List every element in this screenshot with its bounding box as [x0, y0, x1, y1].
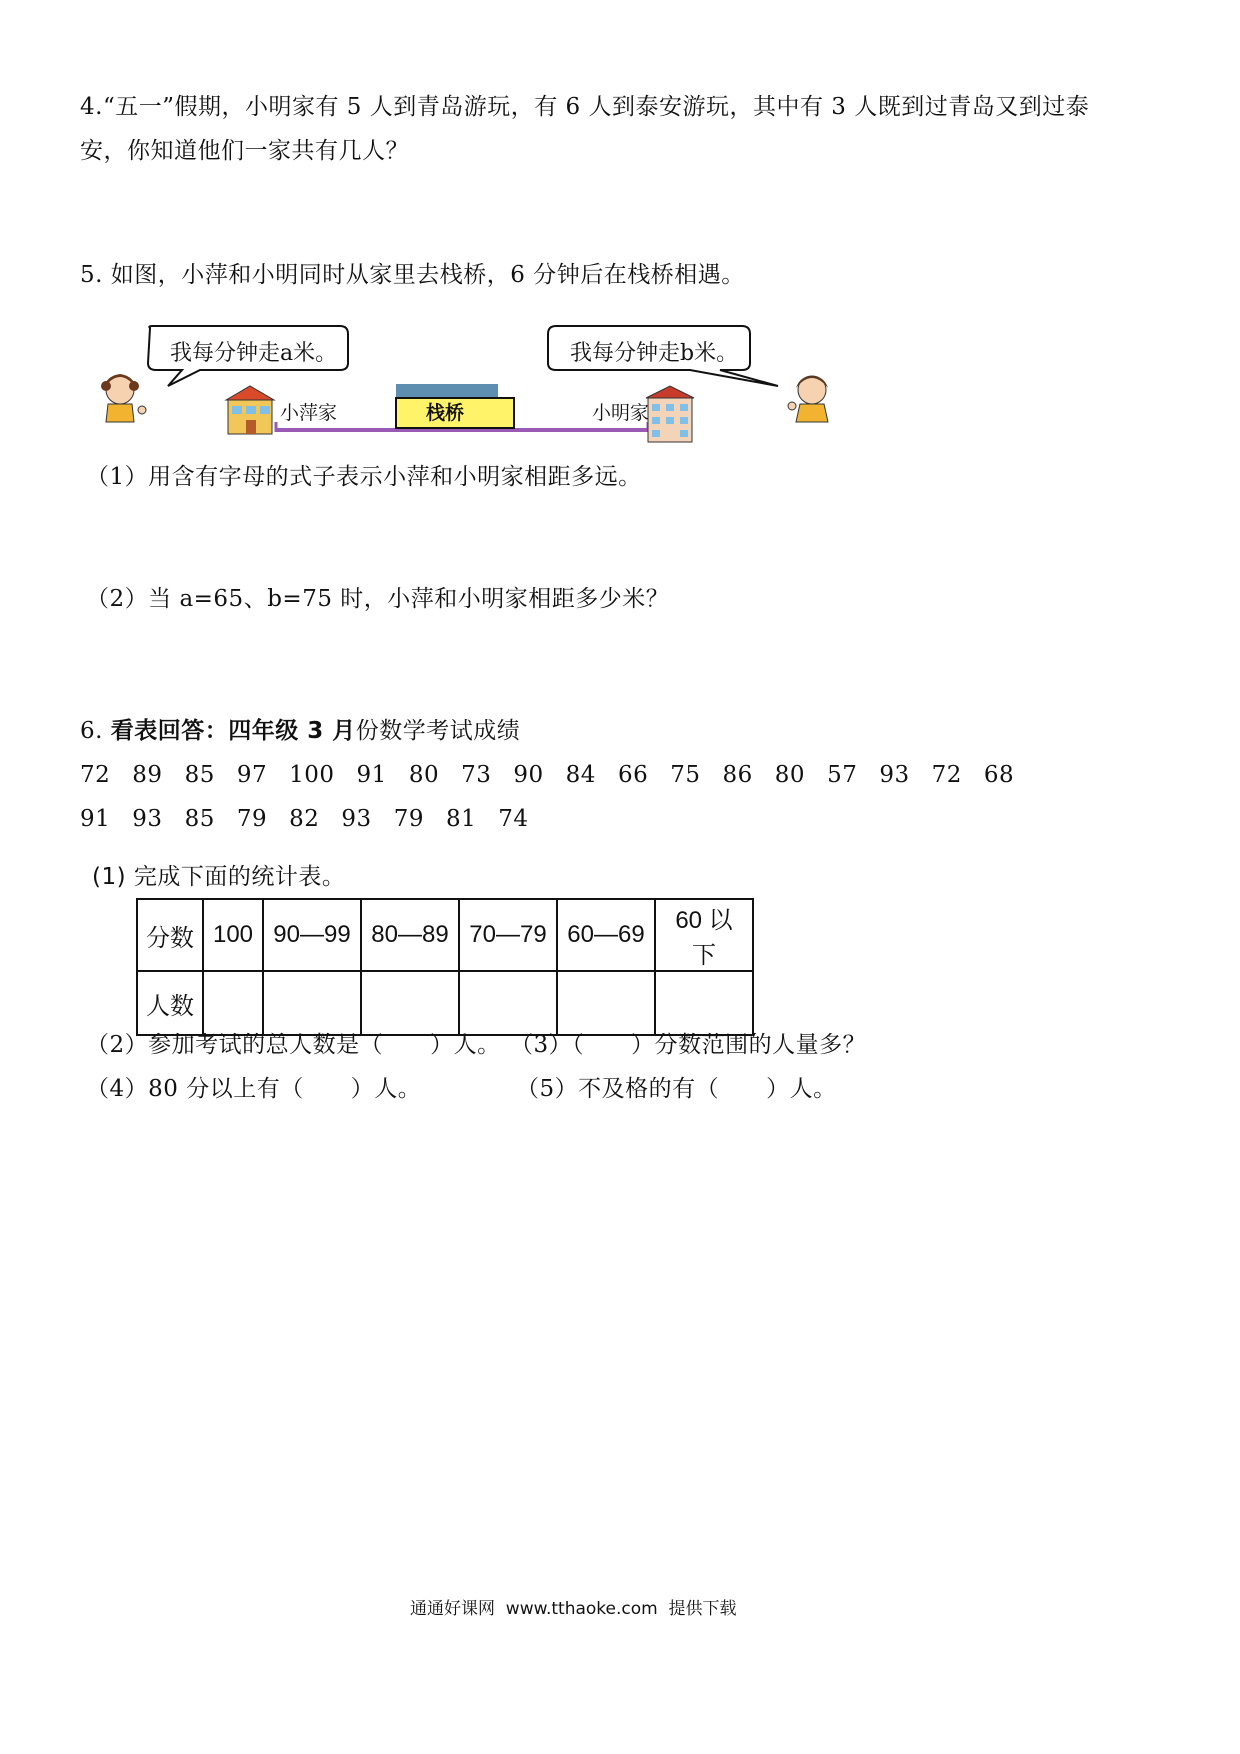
statistics-table [136, 898, 754, 1036]
score-value: 74 [498, 806, 529, 832]
q6-sub-4: （4）80 分以上有（ ）人。 [86, 1076, 422, 1102]
score-value: 75 [670, 762, 701, 788]
table-header-cell: 90—99 [263, 899, 361, 971]
right-home-label: 小明家 [592, 402, 650, 424]
score-value: 85 [184, 806, 215, 832]
q4-line-1: 4.“五一”假期，小明家有 5 人到青岛游玩，有 6 人到泰安游玩，其中有 3 人既到过青岛又到过泰 [80, 94, 1090, 120]
scores-row-2 [80, 806, 551, 832]
score-value: 93 [132, 806, 163, 832]
score-value: 80 [408, 762, 440, 788]
score-value: 86 [722, 762, 753, 788]
q6-title [80, 712, 520, 745]
score-value: 93 [341, 806, 372, 832]
score-value: 90 [513, 762, 544, 788]
left-house-icon [226, 386, 274, 434]
score-value: 66 [617, 762, 649, 788]
q6-title-rest: 份数学考试成绩 [355, 718, 521, 744]
score-value: 68 [983, 762, 1015, 788]
score-value: 79 [393, 806, 424, 832]
score-value: 72 [931, 762, 962, 788]
score-value: 97 [236, 762, 268, 788]
q6-sub-2: （2）参加考试的总人数是（ ）人。 [86, 1032, 501, 1058]
q6-sub-3: （3）（ ）分数范围的人量多？ [510, 1032, 867, 1058]
footer-source: 通通好课网 www.tthaoke.com 提供下载 [410, 1599, 737, 1619]
table-header-cell: 60—69 [557, 899, 655, 971]
table-header-cell: 60 以下 [655, 899, 753, 971]
score-value: 81 [445, 806, 477, 832]
score-value: 91 [356, 762, 387, 788]
q5-illustration [90, 318, 870, 448]
table-header-cell: 70—79 [459, 899, 557, 971]
q6-sub-1: (1) 完成下面的统计表。 [92, 864, 346, 890]
q6-title-number: 6. [80, 718, 111, 744]
score-value: 72 [80, 762, 111, 788]
q5-intro: 5. 如图，小萍和小明同时从家里去栈桥，6 分钟后在栈桥相遇。 [80, 262, 745, 288]
score-value: 91 [80, 806, 111, 832]
table-row-label: 人数 [137, 971, 203, 1035]
table-header-cell: 100 [203, 899, 263, 971]
left-bubble-text: 我每分钟走a米。 [170, 341, 338, 366]
scores-row-1 [80, 762, 1036, 788]
right-house-icon [646, 386, 694, 442]
q4-line-2: 安，你知道他们一家共有几人？ [80, 138, 409, 164]
bridge-label: 栈桥 [426, 402, 465, 424]
q6-title-bold: 看表回答：四年级 3 月 [110, 718, 356, 744]
score-value: 85 [184, 762, 215, 788]
boy-icon [788, 376, 828, 422]
score-value: 100 [289, 762, 335, 788]
table-header-cell: 80—89 [361, 899, 459, 971]
table-header-cell: 分数 [137, 899, 203, 971]
score-value: 79 [236, 806, 268, 832]
left-home-label: 小萍家 [280, 402, 338, 424]
score-value: 82 [289, 806, 320, 832]
score-value: 84 [565, 762, 596, 788]
score-value: 73 [461, 762, 492, 788]
girl-icon [101, 374, 146, 422]
right-bubble-text: 我每分钟走b米。 [570, 341, 739, 366]
table-header-row [137, 899, 753, 971]
score-value: 57 [827, 762, 858, 788]
q6-sub-5: （5）不及格的有（ ）人。 [516, 1076, 837, 1102]
q5-sub-1: （1）用含有字母的式子表示小萍和小明家相距多远。 [86, 464, 642, 490]
score-value: 80 [774, 762, 806, 788]
score-value: 93 [879, 762, 910, 788]
q5-sub-2: （2）当 a=65、b=75 时，小萍和小明家相距多少米？ [86, 586, 670, 612]
score-value: 89 [132, 762, 163, 788]
